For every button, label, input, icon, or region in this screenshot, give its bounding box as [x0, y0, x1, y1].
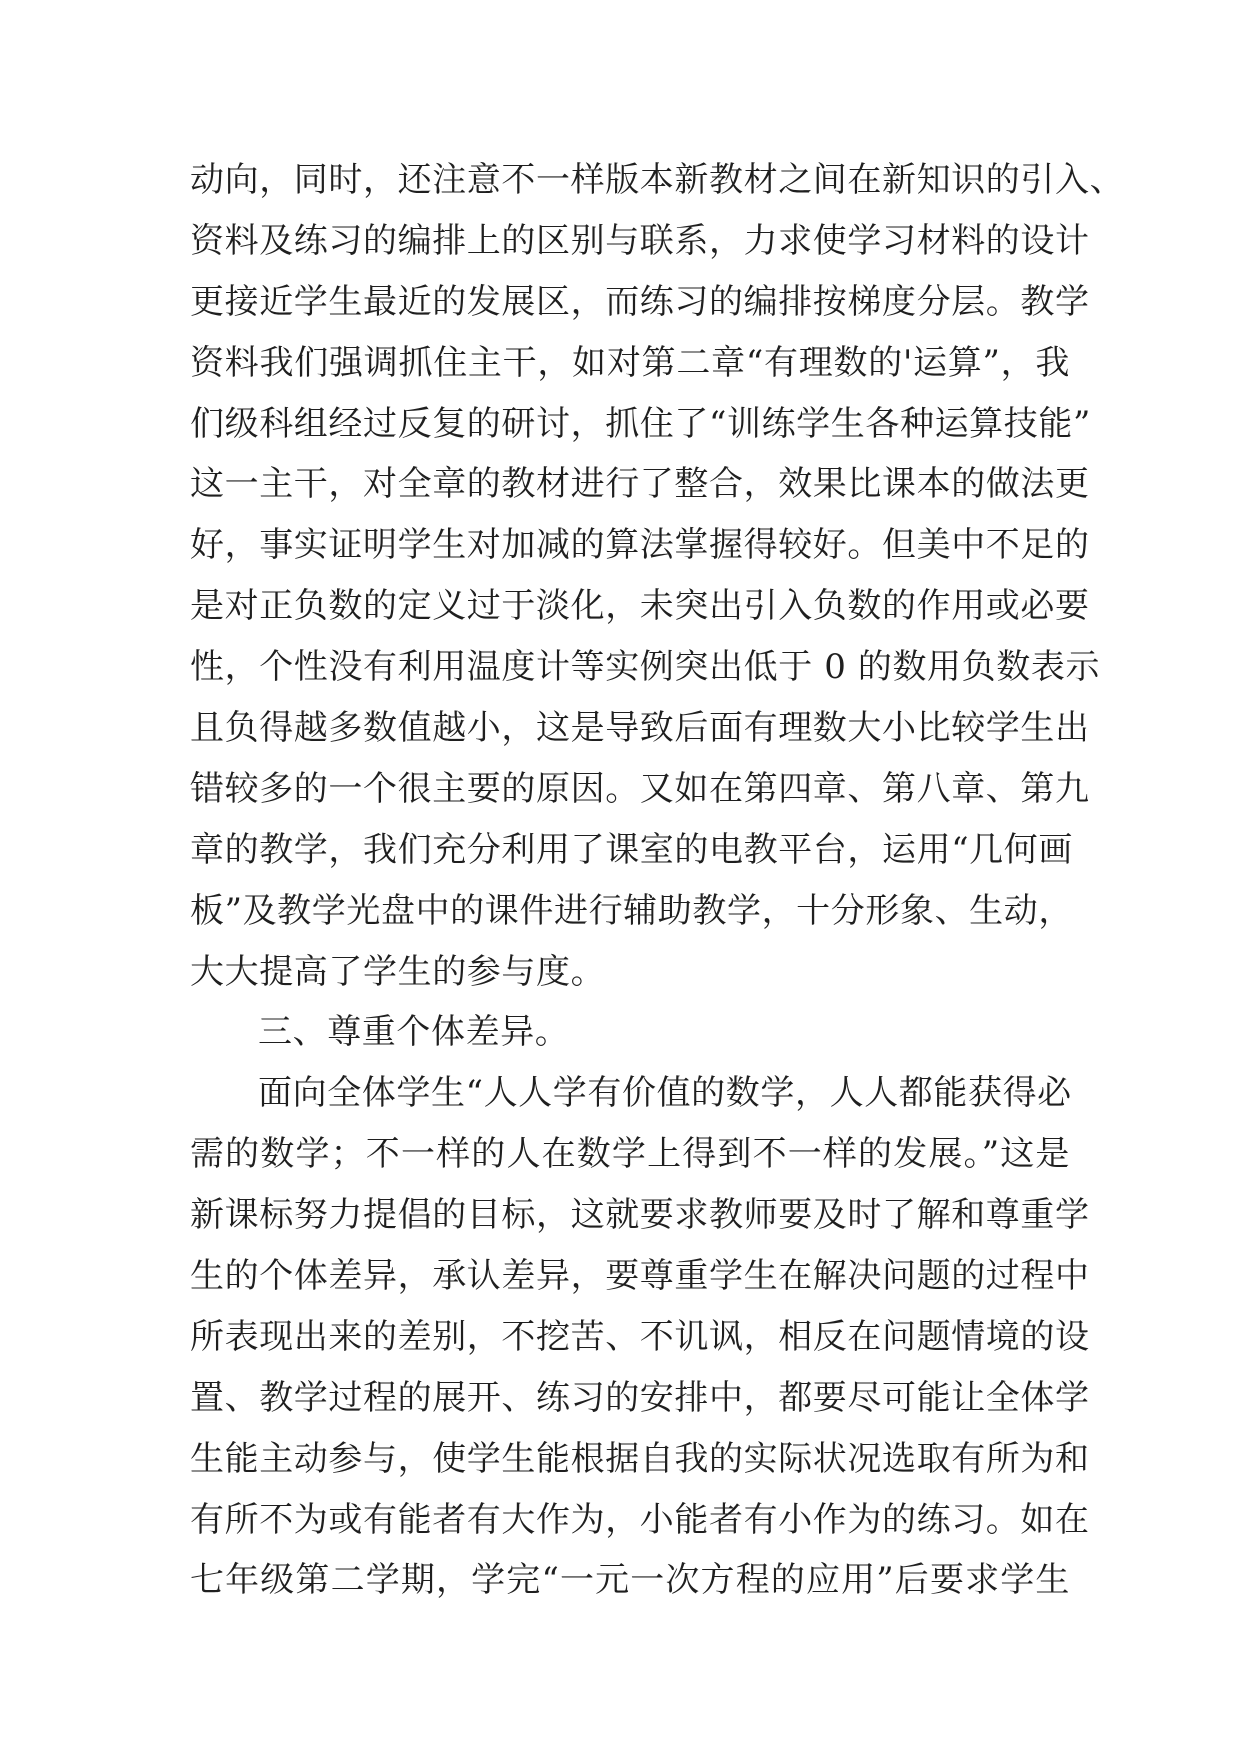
body-text [190, 150, 1125, 1611]
text-line: 动向，同时，还注意不一样版本新教材之间在新知识的引入、 [190, 160, 1125, 200]
text-line: 更接近学生最近的发展区，而练习的编排按梯度分层。教学 [190, 281, 1090, 322]
text-line: 生的个体差异，承认差异，要尊重学生在解决问题的过程中 [190, 1256, 1090, 1297]
text-line: 资料我们强调抓住主干，如对第二章“有理数的'运算”，我 [190, 342, 1070, 383]
text-line: 板”及教学光盘中的课件进行辅助教学，十分形象、生动， [190, 890, 1073, 931]
text-line: 是对正负数的定义过于淡化，未突出引入负数的作用或必要 [190, 586, 1090, 627]
paragraph-end-line: 大大提高了学生的参与度。 [190, 951, 606, 992]
text-line: 错较多的一个很主要的原因。又如在第四章、第八章、第九 [190, 768, 1090, 809]
text-line: 七年级第二学期，学完“一元一次方程的应用”后要求学生 [190, 1560, 1070, 1601]
section-heading: 三、尊重个体差异。 [258, 1012, 570, 1053]
text-line: 章的教学，我们充分利用了课室的电教平台，运用“几何画 [190, 829, 1073, 870]
text-line: 这一主干，对全章的教材进行了整合，效果比课本的做法更 [190, 464, 1090, 505]
text-line: 且负得越多数值越小，这是导致后面有理数大小比较学生出 [190, 708, 1090, 749]
text-line: 有所不为或有能者有大作为，小能者有小作为的练习。如在 [190, 1499, 1090, 1540]
text-line: 们级科组经过反复的研讨，抓住了“训练学生各种运算技能” [190, 403, 1091, 444]
text-line: 新课标努力提倡的目标，这就要求教师要及时了解和尊重学 [190, 1195, 1090, 1236]
text-line: 资料及练习的编排上的区别与联系，力求使学习材料的设计 [190, 220, 1090, 261]
text-line: 好，事实证明学生对加减的算法掌握得较好。但美中不足的 [190, 525, 1090, 566]
text-line: 需的数学；不一样的人在数学上得到不一样的发展。”这是 [190, 1134, 1070, 1175]
text-line: 生能主动参与，使学生能根据自我的实际状况选取有所为和 [190, 1438, 1090, 1479]
paragraph-first-line: 面向全体学生“人人学有价值的数学，人人都能获得必 [258, 1073, 1072, 1114]
text-line: 置、教学过程的展开、练习的安排中，都要尽可能让全体学 [190, 1377, 1090, 1418]
text-line: 性，个性没有利用温度计等实例突出低于 0 的数用负数表示 [190, 647, 1101, 688]
text-line: 所表现出来的差别，不挖苦、不讥讽，相反在问题情境的设 [190, 1316, 1090, 1357]
